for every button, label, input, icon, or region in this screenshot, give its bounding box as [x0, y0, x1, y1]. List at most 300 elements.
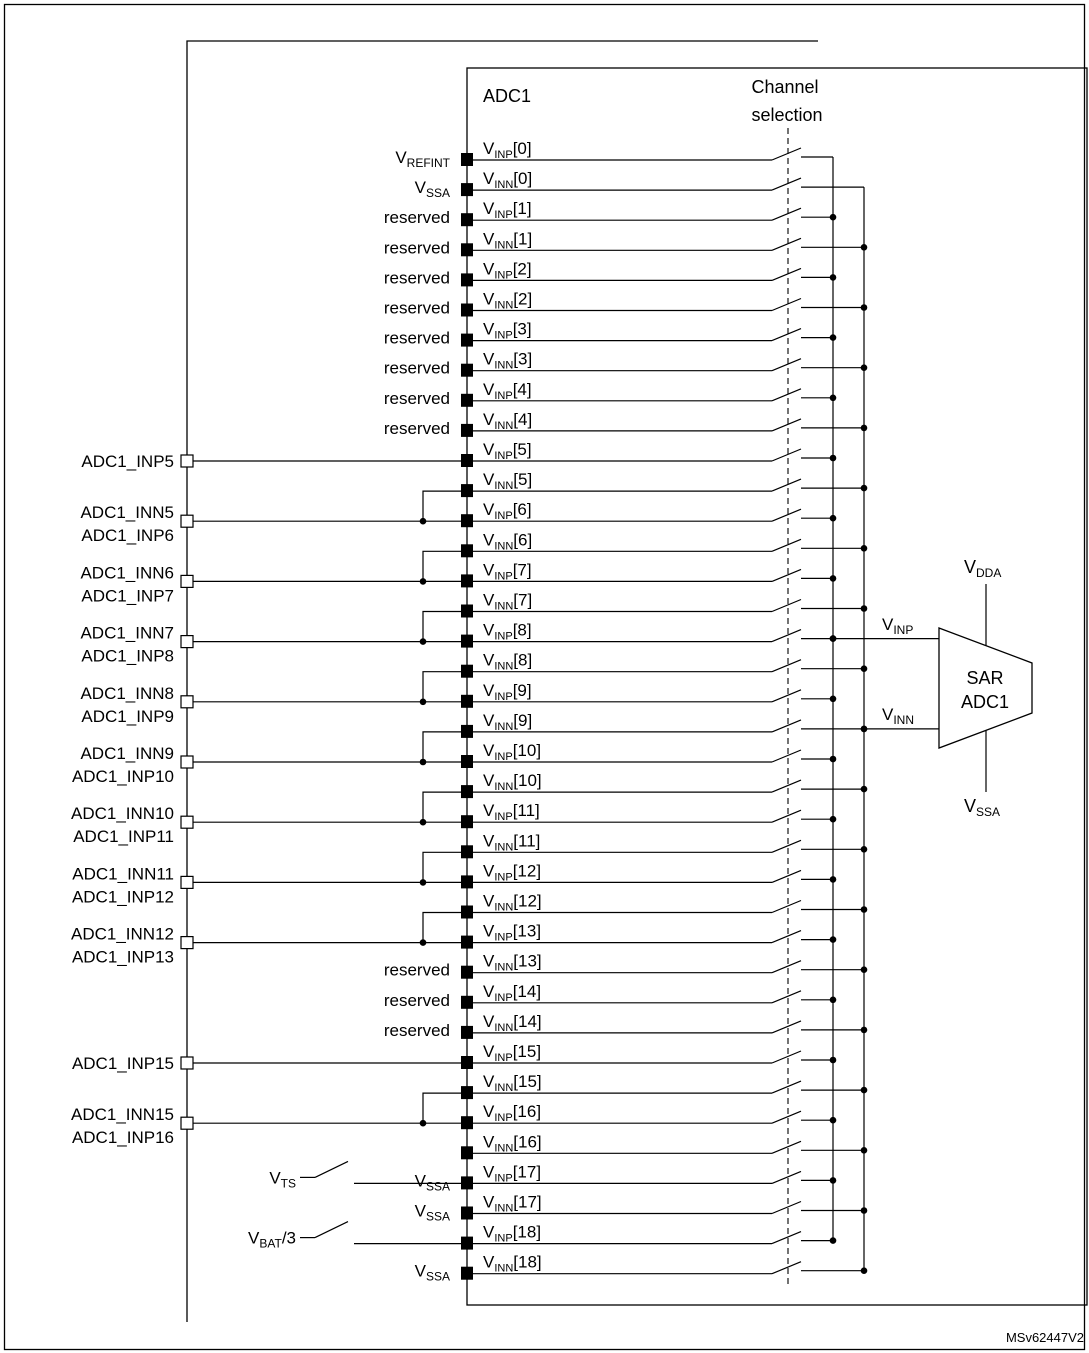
channel-switch — [772, 750, 801, 762]
internal-pad — [461, 153, 473, 166]
pin-junction-dot — [420, 699, 427, 706]
pad-label-main: V — [414, 1201, 426, 1221]
pin-shared-trace — [423, 551, 461, 581]
source-switch — [315, 1161, 348, 1177]
pin-junction-dot — [420, 518, 427, 525]
channel-label — [483, 199, 532, 221]
package-pin — [181, 816, 193, 828]
channel-switch — [772, 569, 801, 581]
package-pin — [181, 515, 193, 527]
channel-switch — [772, 268, 801, 280]
channel-label-v: V — [483, 289, 495, 309]
channel-label — [483, 1162, 541, 1184]
package-pin — [181, 696, 193, 708]
channel-switch — [772, 1171, 801, 1183]
channel-label-index: [10] — [513, 771, 542, 791]
package-pin-label: ADC1_INN5 — [80, 503, 174, 523]
channel-label-sub: INP — [494, 510, 513, 523]
channel-switch — [772, 238, 801, 250]
channel-switch — [772, 901, 801, 913]
package-pin-label: ADC1_INN6 — [80, 563, 174, 583]
internal-pad — [461, 1116, 473, 1129]
channel-switch — [772, 178, 801, 190]
internal-pad — [461, 996, 473, 1009]
pad-label-main: reserved — [383, 208, 450, 228]
channel-label-sub: INN — [494, 179, 514, 192]
vinp-label-sub: INP — [893, 623, 914, 637]
channel-label — [483, 982, 541, 1004]
channel-label-v: V — [483, 379, 495, 399]
channel-label — [483, 831, 540, 853]
channel-label-sub: INN — [494, 841, 514, 854]
channel-label-v: V — [483, 1252, 495, 1272]
pin-junction-dot — [420, 819, 427, 826]
channel-label-index: [11] — [512, 801, 540, 821]
channel-label — [483, 410, 532, 432]
channel-label-v: V — [483, 921, 495, 941]
package-pin-label: ADC1_INN11 — [72, 864, 174, 884]
channel-switch — [772, 539, 801, 551]
internal-pad — [461, 243, 473, 256]
channel-label-index: [17] — [512, 1162, 542, 1182]
channel-label-sub: INP — [494, 811, 513, 824]
vdda-label — [964, 557, 1001, 580]
channel-label-sub: INN — [494, 1262, 514, 1275]
channel-label-sub: INP — [494, 389, 513, 402]
channel-switch — [772, 389, 801, 401]
pad-label — [384, 238, 450, 257]
internal-pad — [461, 875, 473, 888]
channel-switch — [772, 991, 801, 1003]
channel-label-index: [3] — [512, 319, 532, 339]
package-pin — [181, 636, 193, 648]
channel-label — [483, 681, 532, 703]
channel-label-v: V — [483, 139, 495, 158]
channel-switch — [772, 449, 801, 461]
channel-label — [483, 229, 532, 251]
pin-junction-dot — [420, 638, 427, 645]
pad-label-main: reserved — [383, 298, 450, 318]
channel-label-index: [2] — [513, 289, 533, 309]
internal-pad — [461, 755, 473, 768]
package-pin — [181, 876, 193, 888]
channel-label — [483, 591, 532, 613]
channel-label-sub: INN — [494, 359, 514, 372]
internal-pad — [461, 725, 473, 738]
internal-pad — [461, 1267, 473, 1280]
package-pin-label: ADC1_INP8 — [81, 646, 174, 666]
package-pin-label: ADC1_INP15 — [71, 1054, 174, 1073]
vinp-label — [882, 615, 913, 637]
channel-label — [483, 922, 541, 944]
channel-label — [483, 711, 532, 733]
pad-label — [384, 208, 450, 227]
channel-label-index: [15] — [512, 1042, 542, 1061]
internal-source-label-main: V — [269, 1168, 281, 1188]
pad-label-main: reserved — [383, 960, 450, 980]
channel-label-v: V — [483, 530, 495, 550]
channel-label — [483, 1223, 541, 1245]
internal-source-label-main: V — [248, 1228, 260, 1248]
pin-junction-dot — [420, 759, 427, 766]
channel-label-v: V — [483, 1042, 495, 1061]
channel-label — [483, 801, 540, 823]
channel-label-index: [13] — [512, 921, 542, 941]
channel-label — [483, 741, 541, 763]
channel-label-index: [2] — [512, 259, 532, 279]
channel-label-sub: INN — [494, 239, 514, 252]
internal-pad — [461, 574, 473, 587]
pad-label — [415, 1171, 450, 1193]
channel-switch — [772, 961, 801, 973]
figure-id: MSv62447V2 — [1005, 1330, 1084, 1345]
pad-label-main: V — [414, 1171, 426, 1191]
channel-label-sub: INP — [494, 450, 513, 462]
package-pin-label: ADC1_INP13 — [71, 947, 174, 967]
pin-shared-trace — [423, 1093, 461, 1123]
pad-label-main: reserved — [383, 1020, 450, 1040]
channel-switch — [772, 720, 801, 732]
channel-label-index: [6] — [513, 530, 533, 550]
channel-label-v: V — [483, 1072, 495, 1092]
package-pin-label: ADC1_INN8 — [80, 683, 174, 703]
channel-switch — [772, 630, 801, 642]
pad-label — [384, 419, 450, 438]
channel-label-v: V — [483, 891, 495, 911]
channel-switch — [772, 329, 801, 341]
package-pin — [181, 756, 193, 768]
channel-label-index: [3] — [513, 349, 533, 369]
channel-label-v: V — [483, 1192, 495, 1212]
channel-label-index: [4] — [513, 409, 533, 429]
channel-selection-label-line1: Channel — [751, 77, 819, 97]
internal-source-label — [248, 1229, 296, 1251]
channel-label-v: V — [483, 1132, 495, 1152]
channel-label-v: V — [483, 831, 495, 851]
channel-label — [483, 500, 532, 522]
channel-label-sub: INN — [494, 1082, 514, 1095]
package-pin — [181, 455, 193, 467]
internal-pad — [461, 514, 473, 527]
source-switch — [315, 1222, 348, 1238]
channel-label — [483, 1193, 542, 1215]
pad-label — [384, 389, 450, 408]
figure-border — [5, 5, 1085, 1350]
internal-pad — [461, 454, 473, 467]
pin-junction-dot — [420, 578, 427, 585]
channel-label-sub: INN — [494, 1202, 514, 1215]
channel-switch — [772, 1232, 801, 1244]
channel-label-index: [14] — [512, 981, 542, 1001]
internal-pad — [461, 424, 473, 437]
channel-label-index: [13] — [513, 951, 542, 971]
internal-pad — [461, 304, 473, 317]
internal-source-label-sub: TS — [280, 1176, 296, 1191]
channel-label — [483, 530, 532, 552]
pin-shared-trace — [423, 852, 461, 882]
vinn-label-main: V — [882, 705, 894, 724]
channel-label-index: [18] — [513, 1252, 542, 1272]
internal-pad — [461, 605, 473, 618]
channel-switch — [772, 1202, 801, 1214]
channel-label — [483, 169, 532, 191]
pad-label — [415, 1202, 450, 1224]
channel-label-v: V — [483, 861, 495, 881]
channel-label-v: V — [483, 951, 495, 971]
package-pin-label: ADC1_INN12 — [71, 924, 174, 944]
channel-label-index: [7] — [512, 560, 532, 580]
pad-label-main: V — [414, 178, 426, 198]
channel-label — [483, 771, 542, 793]
internal-pad — [461, 815, 473, 828]
channel-label-v: V — [483, 560, 495, 580]
internal-pad — [461, 364, 473, 377]
channel-label-v: V — [483, 470, 495, 490]
channel-switch — [772, 780, 801, 792]
vdda-label-main: V — [964, 557, 977, 577]
channel-label-index: [11] — [513, 831, 541, 851]
pin-shared-trace — [423, 612, 461, 642]
channel-label-index: [1] — [512, 199, 532, 219]
internal-pad — [461, 695, 473, 708]
channel-label-sub: INN — [494, 1021, 514, 1034]
package-pin — [181, 1057, 193, 1069]
channel-label — [483, 470, 532, 492]
channel-label-v: V — [483, 1162, 495, 1182]
channel-label-sub: INP — [494, 149, 513, 161]
channel-label-sub: INP — [494, 630, 513, 643]
pad-label-main: reserved — [383, 990, 450, 1010]
channel-label-v: V — [483, 981, 495, 1001]
internal-pad — [461, 484, 473, 497]
channel-switch — [772, 148, 801, 160]
channel-switch — [772, 660, 801, 672]
internal-pad — [461, 1146, 473, 1159]
package-pin — [181, 937, 193, 949]
vssa-label-main: V — [964, 796, 977, 816]
pad-label-sub: REFINT — [406, 156, 450, 170]
channel-label-sub: INP — [494, 269, 513, 282]
channel-label-sub: INP — [494, 871, 513, 884]
internal-pad — [461, 394, 473, 407]
vinn-label — [882, 705, 914, 727]
channel-label-v: V — [483, 349, 495, 369]
channel-label-v: V — [483, 1222, 495, 1242]
channel-switch — [772, 419, 801, 431]
internal-pad — [461, 334, 473, 347]
channel-label — [483, 259, 532, 281]
channel-label-sub: INP — [494, 1052, 513, 1064]
channel-label-v: V — [483, 199, 495, 219]
pad-label — [384, 991, 450, 1010]
channel-label-v: V — [483, 440, 495, 459]
channel-label — [483, 1012, 542, 1034]
channel-switch — [772, 1262, 801, 1274]
channel-label-v: V — [483, 650, 495, 670]
channel-label-sub: INN — [494, 299, 514, 312]
channel-switch — [772, 1111, 801, 1123]
pin-shared-trace — [423, 913, 461, 943]
internal-pad — [461, 845, 473, 858]
channel-label-index: [16] — [513, 1132, 542, 1152]
channel-label-sub: INP — [494, 991, 513, 1004]
internal-pad — [461, 966, 473, 979]
channel-label-v: V — [483, 319, 495, 339]
internal-pad — [461, 1026, 473, 1039]
channel-switch — [772, 1021, 801, 1033]
pad-label-sub: SSA — [425, 1179, 450, 1194]
channel-label — [483, 892, 542, 914]
pad-label-main: reserved — [383, 388, 450, 408]
channel-label-index: [10] — [512, 741, 542, 760]
pad-label — [395, 148, 450, 170]
channel-switch — [772, 359, 801, 371]
internal-source-label — [269, 1168, 296, 1190]
channel-label — [483, 1042, 541, 1064]
channel-label-index: [9] — [512, 680, 532, 700]
pad-label-main: reserved — [383, 238, 450, 258]
channel-switch — [772, 870, 801, 882]
channel-label — [483, 139, 532, 161]
pad-label — [384, 268, 450, 287]
channel-label-index: [4] — [512, 379, 532, 399]
channel-switch — [772, 690, 801, 702]
channel-label-index: [5] — [513, 470, 533, 490]
package-pin-label: ADC1_INP7 — [81, 586, 174, 606]
channel-label-index: [18] — [512, 1222, 542, 1242]
channel-label — [483, 290, 532, 312]
channel-switch — [772, 810, 801, 822]
channel-label-index: [15] — [513, 1072, 542, 1092]
channel-label-v: V — [483, 1011, 495, 1031]
channel-label — [483, 560, 532, 582]
channel-label-index: [14] — [513, 1011, 542, 1031]
channel-label-index: [8] — [512, 620, 532, 640]
channel-label — [483, 320, 532, 342]
internal-pad — [461, 635, 473, 648]
package-pin-label: ADC1_INP5 — [81, 452, 174, 471]
channel-label-index: [12] — [513, 891, 542, 911]
channel-label-sub: INP — [494, 329, 513, 342]
channel-switch — [772, 1051, 801, 1063]
channel-selection-label-line2: selection — [751, 105, 823, 125]
channel-label-sub: INN — [494, 480, 514, 493]
package-pin-label: ADC1_INN10 — [71, 804, 174, 824]
pin-shared-trace — [423, 491, 461, 521]
pad-label-main: reserved — [383, 418, 450, 438]
sar-label-line1: SAR — [966, 668, 1004, 688]
package-pin-label: ADC1_INN9 — [80, 744, 174, 763]
pad-label — [384, 961, 450, 980]
channel-label-v: V — [483, 500, 495, 520]
channel-switch — [772, 299, 801, 311]
channel-label — [483, 440, 532, 462]
internal-pad — [461, 906, 473, 919]
channel-label-v: V — [483, 169, 495, 189]
internal-pad — [461, 936, 473, 949]
internal-pad — [461, 1086, 473, 1099]
channel-label-index: [1] — [513, 229, 533, 249]
sar-label-line2: ADC1 — [960, 692, 1010, 712]
pad-label-main: reserved — [383, 268, 450, 288]
package-pin-label: ADC1_INP12 — [71, 887, 174, 907]
pin-junction-dot — [420, 1120, 427, 1127]
channel-label-sub: INP — [494, 1172, 513, 1185]
channel-label-v: V — [483, 801, 495, 821]
channel-label-sub: INN — [494, 540, 514, 553]
channel-label-v: V — [483, 710, 495, 730]
channel-label-v: V — [483, 620, 495, 640]
channel-label — [483, 380, 532, 402]
channel-label-index: [5] — [512, 440, 532, 459]
channel-label — [483, 1072, 542, 1094]
pad-label-main: V — [395, 148, 407, 167]
channel-label — [483, 651, 532, 673]
channel-label-sub: INN — [494, 901, 514, 914]
package-pin-label: ADC1_INP10 — [71, 767, 174, 786]
vinn-label-sub: INN — [893, 713, 915, 727]
internal-source-label-suffix: /3 — [281, 1228, 296, 1248]
package-outline — [187, 41, 818, 1322]
channel-label — [483, 861, 541, 883]
pad-label-main: reserved — [383, 358, 450, 378]
channel-label — [483, 1102, 541, 1124]
channel-label-index: [6] — [512, 500, 532, 520]
channel-label-sub: INP — [494, 690, 513, 703]
channel-switch — [772, 600, 801, 612]
package-pin-label: ADC1_INN15 — [71, 1105, 174, 1125]
package-pin-label: ADC1_INP6 — [81, 526, 174, 546]
package-pin-label: ADC1_INP16 — [71, 1128, 174, 1148]
pad-label — [384, 1021, 450, 1040]
vssa-label — [964, 796, 1000, 819]
pad-label — [384, 329, 450, 348]
internal-source-label-sub: BAT — [259, 1236, 282, 1251]
channel-label-index: [9] — [513, 710, 533, 730]
internal-pad — [461, 665, 473, 678]
channel-label — [483, 952, 542, 974]
pad-label — [415, 1262, 450, 1284]
channel-label-index: [8] — [513, 650, 533, 670]
channel-label — [483, 350, 532, 372]
internal-pad — [461, 1056, 473, 1069]
internal-pad — [461, 183, 473, 196]
channel-label-sub: INN — [494, 961, 514, 974]
internal-pad — [461, 273, 473, 286]
channel-label-sub: INN — [494, 660, 514, 673]
channel-label-v: V — [483, 229, 495, 249]
channel-label-sub: INN — [494, 600, 514, 613]
channel-label-sub: INP — [494, 751, 513, 763]
channel-label-v: V — [483, 741, 495, 760]
pad-label — [384, 299, 450, 318]
vdda-label-sub: DDA — [976, 566, 1002, 580]
channel-label-sub: INP — [494, 209, 513, 222]
channel-switch — [772, 208, 801, 220]
channel-label-index: [16] — [512, 1102, 542, 1122]
channel-label-sub: INN — [494, 419, 514, 432]
channel-label-index: [0] — [512, 139, 532, 158]
channel-switch — [772, 931, 801, 943]
pad-label — [415, 178, 450, 200]
channel-label-sub: INN — [494, 1142, 514, 1155]
package-pin-label: ADC1_INN7 — [80, 623, 174, 643]
channel-label-index: [7] — [513, 590, 533, 610]
channel-label-sub: INN — [494, 720, 514, 733]
channel-switch — [772, 509, 801, 521]
channel-label-v: V — [483, 771, 495, 791]
channel-switch — [772, 1081, 801, 1093]
